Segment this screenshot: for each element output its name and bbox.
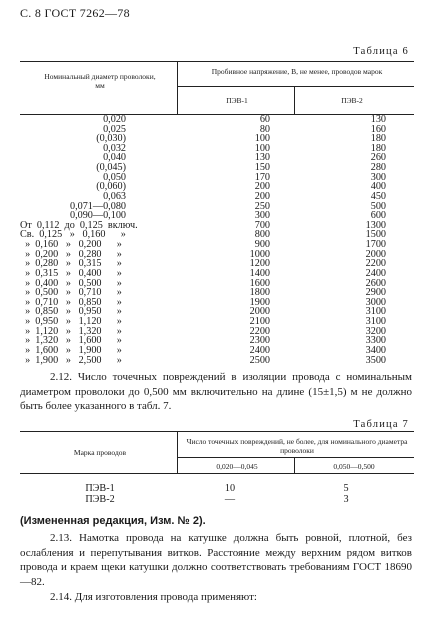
table6-pev2-cell: 130 [370, 114, 386, 125]
table7-caption: Таблица 7 [353, 419, 409, 430]
table6-diameter-cell: » 1,600 » 1,900 » [20, 344, 122, 356]
table6-diameter-cell: (0,060) [96, 181, 126, 193]
table7-mark-header: Марка проводов [73, 448, 127, 457]
table6-pev2-cell: 1700 [365, 239, 386, 251]
table7-range1-cell: — [224, 494, 236, 505]
table6-pev1-cell: 250 [254, 200, 270, 212]
table7-header-rule [20, 473, 414, 474]
table6-pev1-cell: 2100 [249, 316, 270, 328]
table6-pev1-cell: 700 [254, 219, 270, 231]
table6-pev2-cell: 400 [370, 181, 386, 193]
table7-mark-cell: ПЭВ-1 [85, 483, 115, 494]
table6-pev2-cell: 3100 [365, 316, 386, 328]
table6-pev2-cell: 3100 [365, 306, 386, 318]
table6-pev1-cell: 170 [254, 171, 270, 183]
table6-pev2-cell: 1500 [365, 229, 386, 241]
table6-diameter-cell: » 1,900 » 2,500 » [20, 354, 122, 366]
table6-pev2-cell: 2400 [365, 267, 386, 279]
table6-pev2-cell: 180 [370, 133, 386, 145]
table6-pev1-cell: 900 [254, 239, 270, 251]
table7-col-divider [177, 431, 178, 473]
table6-diameter-cell: 0,040 [103, 152, 126, 164]
table6-pev2-cell: 3200 [365, 325, 386, 337]
table6-pev1-cell: 200 [254, 181, 270, 193]
table6-pev2-cell: 450 [370, 190, 386, 202]
table7-mark-cell: ПЭВ-2 [85, 494, 115, 505]
table6-diameter-cell: 0,032 [103, 142, 126, 154]
table6-pev2-cell: 160 [370, 123, 386, 135]
paragraph-2-13-text: 2.13. Намотка провода на катушке должна быть ровной, плотной, без ослабления и перепутывания витков. Расстояние между верхним рядом витков провода и краем щеки катушки должно соответствовать требованиям ГОСТ 18690—82. [20, 532, 412, 588]
table6-pev1-cell: 1200 [249, 258, 270, 270]
table6-diameter-cell: » 0,850 » 0,950 » [20, 306, 122, 318]
table6-pev1-header: ПЭВ-1 [226, 96, 248, 105]
paragraph-2-12 [20, 370, 412, 414]
table6-pev1-cell: 1900 [249, 296, 270, 308]
table6-pev2-cell: 2200 [365, 258, 386, 270]
table6-pev1-cell: 2200 [249, 325, 270, 337]
table7-subcol-divider [294, 457, 295, 473]
table7-range2-header: 0,050—0,500 [333, 462, 375, 471]
table6-pev1-cell: 150 [254, 162, 270, 174]
table6-diameter-cell: » 0,160 » 0,200 » [20, 239, 122, 251]
table6-pev2-cell: 2600 [365, 277, 386, 289]
table7-range1-cell: 10 [224, 483, 236, 494]
paragraph-2-14 [20, 590, 412, 605]
table6-pev1-cell: 1600 [249, 277, 270, 289]
table6-pev1-cell: 100 [254, 133, 270, 145]
table6-diameter-cell: » 0,200 » 0,280 » [20, 248, 122, 260]
table6-diameter-cell: » 1,120 » 1,320 » [20, 325, 122, 337]
page-header: С. 8 ГОСТ 7262—78 [20, 6, 130, 20]
table6-diameter-cell: 0,063 [103, 190, 126, 202]
table6-diameter-cell: 0,071—0,080 [69, 200, 126, 212]
table6-diameter-cell: » 0,315 » 0,400 » [20, 267, 122, 279]
table6-pev1-cell: 200 [254, 190, 270, 202]
paragraph-2-14-text: 2.14. Для изготовления провода применяют: [50, 591, 257, 603]
table6-diameter-cell: (0,030) [96, 133, 126, 145]
table6-pev2-cell: 3500 [365, 354, 386, 366]
table6-pev1-cell: 130 [254, 152, 270, 164]
table6-pev1-cell: 300 [254, 210, 270, 222]
table6-pev1-cell: 1000 [249, 248, 270, 260]
edition-note: (Измененная редакция, Изм. № 2). [20, 515, 206, 527]
table6-diameter-cell: » 0,710 » 0,850 » [20, 296, 122, 308]
table6-diameter-cell: » 0,280 » 0,315 » [20, 258, 122, 270]
paragraph-2-13 [20, 531, 412, 589]
table6-pev1-cell: 100 [254, 142, 270, 154]
table6-pev1-cell: 1400 [249, 267, 270, 279]
table6-diameter-cell: » 0,400 » 0,500 » [20, 277, 122, 289]
table6-pev1-cell: 2000 [249, 306, 270, 318]
table6-pev2-cell: 1300 [365, 219, 386, 231]
table7-group-rule [177, 457, 414, 458]
table6-pev2-cell: 280 [370, 162, 386, 174]
table7-count-header: Число точечных повреждений, не более, для номинального диаметра проволоки [186, 437, 408, 455]
table6-pev2-cell: 600 [370, 210, 386, 222]
table7-range2-cell: 5 [343, 483, 349, 494]
table7-range1-header: 0,020—0,045 [216, 462, 258, 471]
table6-diameter-cell: » 0,950 » 1,120 » [20, 316, 122, 328]
table7-range2-cell: 3 [343, 494, 349, 505]
table6-diameter-cell: Св. 0,125 » 0,160 » [20, 229, 126, 241]
table6-pev2-cell: 3300 [365, 335, 386, 347]
table6-top-rule [20, 61, 414, 62]
table6-group-rule [177, 86, 414, 87]
table6-pev2-cell: 260 [370, 152, 386, 164]
table7-top-rule [20, 431, 414, 432]
table6-pev2-cell: 2900 [365, 287, 386, 299]
table6-diameter-cell: (0,045) [96, 162, 126, 174]
table6-pev2-header: ПЭВ-2 [341, 96, 363, 105]
table6-diameter-cell: » 1,320 » 1,600 » [20, 335, 122, 347]
table6-diameter-cell: 0,025 [103, 123, 126, 135]
paragraph-2-12-text: 2.12. Число точечных повреждений в изоляции провода с номинальным диаметром проволоки до 0,500 мм включительно на длине (15±1,5) м не должно быть более указанного в табл. 7. [20, 371, 412, 413]
table6-pev1-cell: 80 [259, 123, 270, 135]
table6-diameter-cell: 0,090—0,100 [69, 210, 126, 222]
table6-pev2-cell: 3000 [365, 296, 386, 308]
table6-pev2-cell: 2000 [365, 248, 386, 260]
table6-pev1-cell: 800 [254, 229, 270, 241]
table6-pev1-cell: 2400 [249, 344, 270, 356]
table6-pev1-cell: 1800 [249, 287, 270, 299]
table6-diameter-cell: От 0,112 до 0,125 включ. [20, 219, 138, 231]
table6-subcol-divider [294, 86, 295, 114]
table6-pev1-cell: 2500 [249, 354, 270, 366]
table6-pev1-cell: 60 [259, 114, 270, 125]
table6-col-divider [177, 61, 178, 114]
table6-pev2-cell: 300 [370, 171, 386, 183]
table6-diameter-cell: 0,020 [103, 114, 126, 125]
table6-diameter-cell: 0,050 [103, 171, 126, 183]
table6-pev2-cell: 3400 [365, 344, 386, 356]
table6-pev1-cell: 2300 [249, 335, 270, 347]
table6-caption: Таблица 6 [353, 46, 409, 57]
table6-voltage-header: Пробивное напряжение, В, не менее, проводов марок [211, 67, 383, 76]
table6-pev2-cell: 500 [370, 200, 386, 212]
table6-diameter-header: Номинальный диаметр проволоки, мм [44, 72, 156, 90]
table6-diameter-cell: » 0,500 » 0,710 » [20, 287, 122, 299]
table6-pev2-cell: 180 [370, 142, 386, 154]
